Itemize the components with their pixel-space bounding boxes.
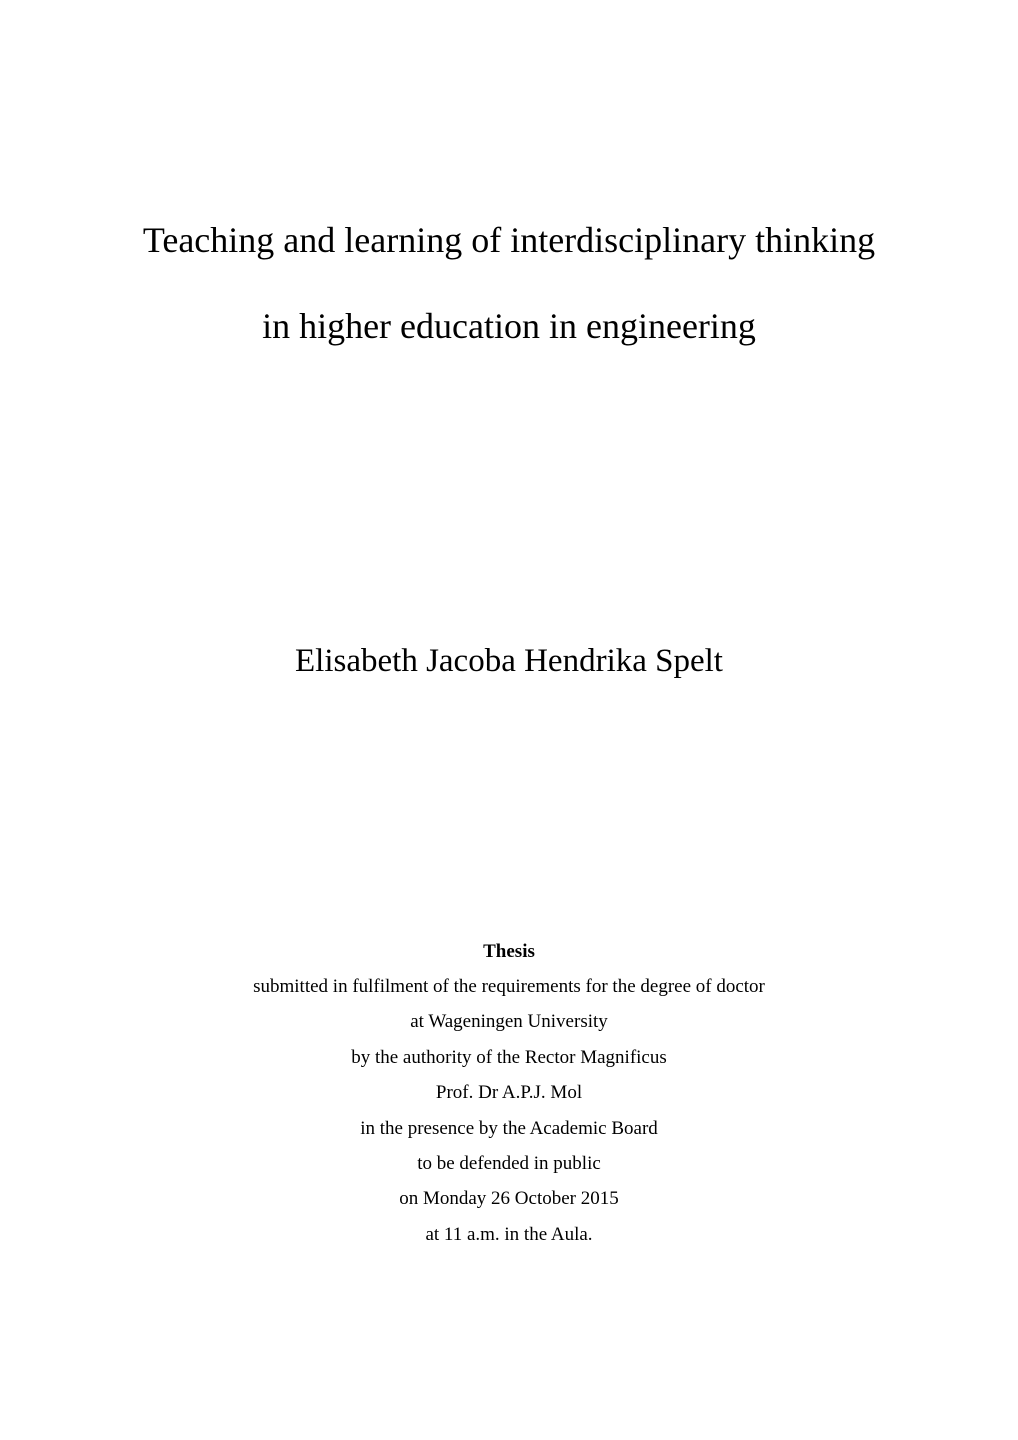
title-line-1: Teaching and learning of interdisciplinary thinking: [142, 220, 876, 260]
thesis-line-defence: to be defended in public: [417, 1152, 601, 1174]
thesis-line-date: on Monday 26 October 2015: [399, 1188, 619, 1210]
thesis-line-time-place: at 11 a.m. in the Aula.: [425, 1223, 593, 1245]
thesis-heading: Thesis: [483, 941, 535, 962]
thesis-line-authority: by the authority of the Rector Magnificus: [351, 1046, 667, 1068]
title-line-2: in higher education in engineering: [262, 306, 756, 346]
thesis-line-degree: submitted in fulfilment of the requirements for the degree of doctor: [253, 976, 765, 997]
author-name: Elisabeth Jacoba Hendrika Spelt: [295, 643, 723, 679]
thesis-line-university: at Wageningen University: [410, 1011, 608, 1033]
thesis-statement: [0, 940, 1018, 1258]
thesis-line-board: in the presence by the Academic Board: [360, 1117, 658, 1139]
thesis-line-rector: Prof. Dr A.P.J. Mol: [435, 1082, 583, 1104]
